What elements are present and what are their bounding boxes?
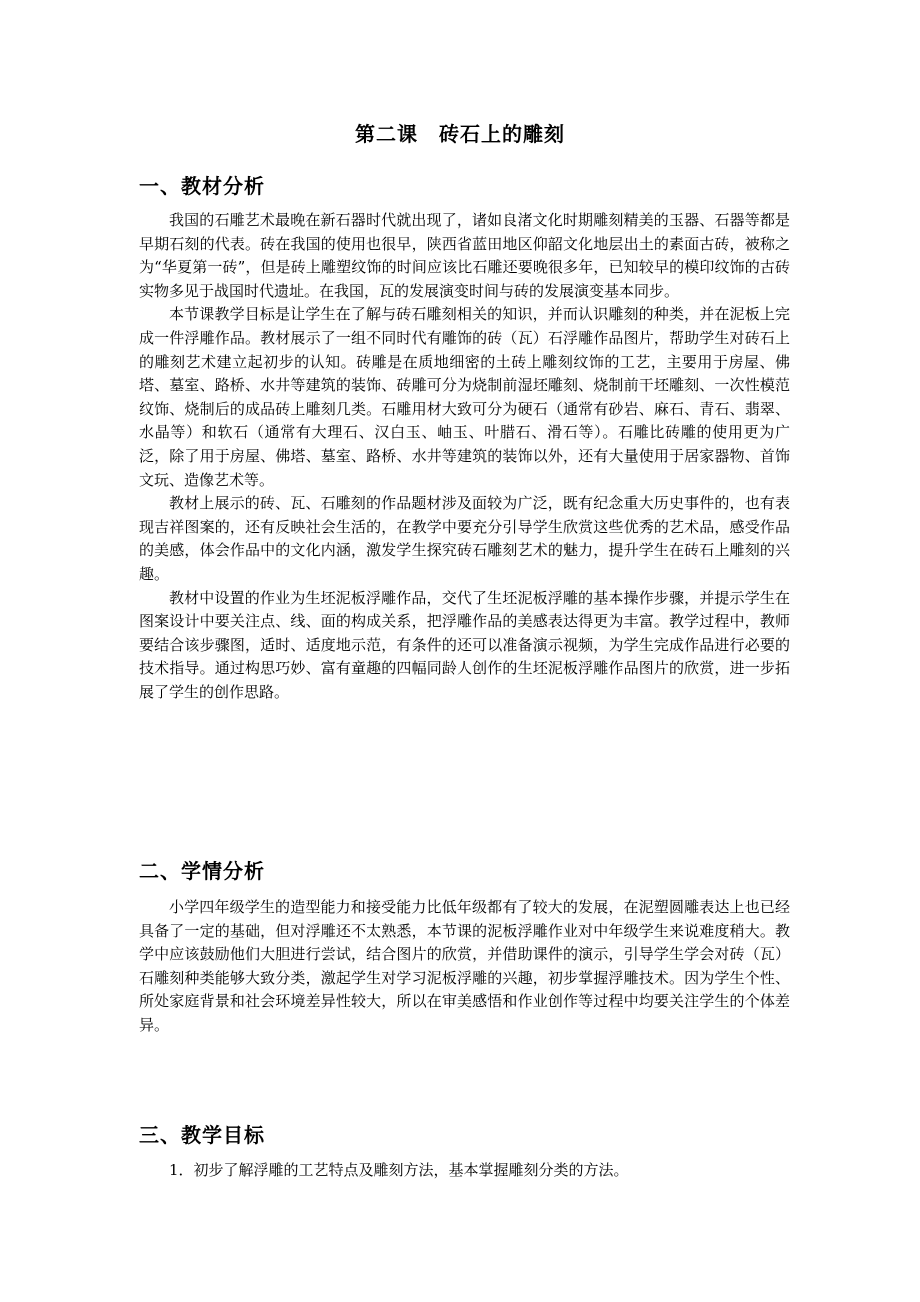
paragraph: 小学四年级学生的造型能力和接受能力比低年级都有了较大的发展，在泥塑圆雕表达上也已经具备了一定的基础，但对浮雕还不太熟悉，本节课的泥板浮雕作业对中年级学生来说难度稍大。教学中应该鼓励他们大胆进行尝试，结合图片的欣赏，并借助课件的演示，引导学生学会对砖（瓦）石雕刻种类能够大致分类，激起学生对学习泥板浮雕的兴趣，初步掌握浮雕技术。因为学生个性、所处家庭背景和社会环境差异性较大，所以在审美感悟和作业创作等过程中均要关注学生的个体差异。 [139,898,790,1034]
paragraph: 教材上展示的砖、瓦、石雕刻的作品题材涉及面较为广泛，既有纪念重大历史事件的，也有表现吉祥图案的，还有反映社会生活的，在教学中要充分引导学生欣赏这些优秀的艺术品，感受作品的美感，体会作品中的文化内涵，激发学生探究砖石雕刻艺术的魅力，提升学生在砖石上雕刻的兴趣。 [139,494,790,583]
paragraph: 本节课教学目标是让学生在了解与砖石雕刻相关的知识，并而认识雕刻的种类，并在泥板上完成一件浮雕作品。教材展示了一组不同时代有雕饰的砖（瓦）石浮雕作品图片，帮助学生对砖石上的雕刻艺术建立起初步的认知。砖雕是在质地细密的土砖上雕刻纹饰的工艺，主要用于房屋、佛塔、墓室、路桥、水井等建筑的装饰、砖雕可分为烧制前湿坯雕刻、烧制前干坯雕刻、一次性模范纹饰、烧制后的成品砖上雕刻几类。石雕用材大致可分为硬石（通常有砂岩、麻石、青石、翡翠、水晶等）和软石（通常有大理石、汉白玉、岫玉、叶腊石、滑石等）。石雕比砖雕的使用更为广泛，除了用于房屋、佛塔、墓室、路桥、水井等建筑的装饰以外，还有大量使用于居家器物、首饰文玩、造像艺术等。 [139,305,790,489]
section-body-teaching-objectives [139,1159,790,1183]
paragraph: 教材中设置的作业为生坯泥板浮雕作品，交代了生坯泥板浮雕的基本操作步骤，并提示学生在图案设计中要关注点、线、面的构成关系，把浮雕作品的美感表达得更为丰富。教学过程中，教师要结合该步骤图，适时、适度地示范，有条件的还可以准备演示视频，为学生完成作品进行必要的技术指导。通过构思巧妙、富有童趣的四幅同龄人创作的生坯泥板浮雕作品图片的欣赏，进一步拓展了学生的创作思路。 [139,588,790,701]
list-item: 1．初步了解浮雕的工艺特点及雕刻方法，基本掌握雕刻分类的方法。 [169,1161,629,1179]
document-title: 第二课 砖石上的雕刻 [355,122,565,146]
section-body-textbook-analysis [139,209,790,704]
section-heading-teaching-objectives: 三、教学目标 [139,1123,265,1147]
section-body-student-analysis [139,896,790,1038]
paragraph: 我国的石雕艺术最晚在新石器时代就出现了，诸如良渚文化时期雕刻精美的玉器、石器等都是早期石刻的代表。砖在我国的使用也很早，陕西省蓝田地区仰韶文化地层出土的素面古砖，被称之为“华夏第一砖”，但是砖上雕塑纹饰的时间应该比石雕还要晚很多年，已知较早的模印纹饰的古砖实物多见于战国时代遗址。在我国，瓦的发展演变时间与砖的发展演变基本同步。 [139,211,790,300]
section-heading-student-analysis: 二、学情分析 [139,859,265,883]
section-heading-textbook-analysis: 一、教材分析 [139,174,265,198]
